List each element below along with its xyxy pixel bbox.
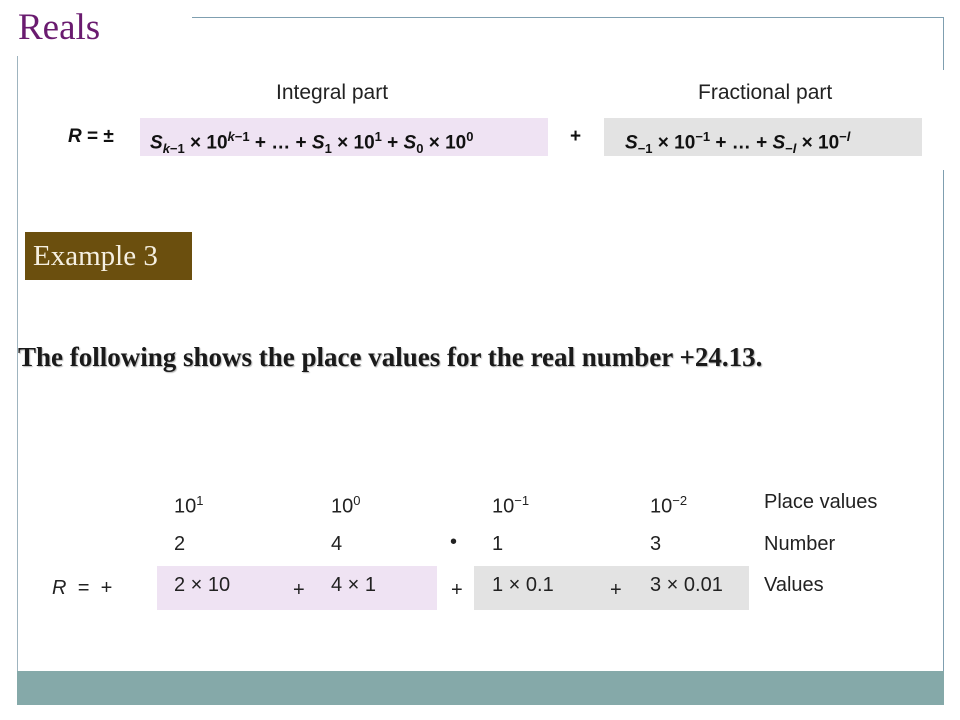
value-cell: 1 × 0.1 <box>492 574 554 596</box>
row-label-number: Number <box>764 533 836 555</box>
place-value-table <box>40 470 920 620</box>
digit-cell: 1 <box>492 533 504 555</box>
fractional-expression: $S_{-1} \times 10^{-1}$ + … + $S_{-l} \times 10^{-l}$ <box>625 129 851 157</box>
slide-frame-top <box>192 17 944 18</box>
value-plus: + <box>610 579 622 601</box>
slide-title: Reals <box>18 7 101 48</box>
value-cell: 3 × 0.01 <box>650 574 723 596</box>
digit-cell: 3 <box>650 533 662 555</box>
integral-expression: $S_{k-1} \times 10^{k-1}$ + … + $S_1 \times 10^1 + S_0 \times 10^0$ <box>150 129 474 157</box>
place-header: $10^{-2}$ <box>650 493 688 518</box>
decimal-point: • <box>450 531 458 553</box>
values-lhs: R = + <box>52 577 113 599</box>
row-label-place-values: Place values <box>764 491 878 513</box>
fractional-part-label: Fractional part <box>698 81 833 104</box>
row-label-values: Values <box>764 574 824 596</box>
value-plus: + <box>451 579 463 601</box>
formula-lhs: R = ± <box>68 126 114 147</box>
slide-frame-left <box>17 56 18 704</box>
place-header: $10^1$ <box>174 493 204 518</box>
place-header: $10^0$ <box>331 493 361 518</box>
example-badge: Example 3 <box>25 232 192 280</box>
value-cell: 4 × 1 <box>331 574 377 596</box>
footer-bar <box>17 671 944 705</box>
formula-figure <box>40 70 944 170</box>
digit-cell: 4 <box>331 533 343 555</box>
place-header: $10^{-1}$ <box>492 493 530 518</box>
formula-plus: + <box>570 126 582 147</box>
digit-cell: 2 <box>174 533 186 555</box>
integral-part-label: Integral part <box>276 81 389 104</box>
value-cell: 2 × 10 <box>174 574 231 596</box>
body-text: The following shows the place values for the real number +24.13. <box>18 342 763 372</box>
value-plus: + <box>293 579 305 601</box>
